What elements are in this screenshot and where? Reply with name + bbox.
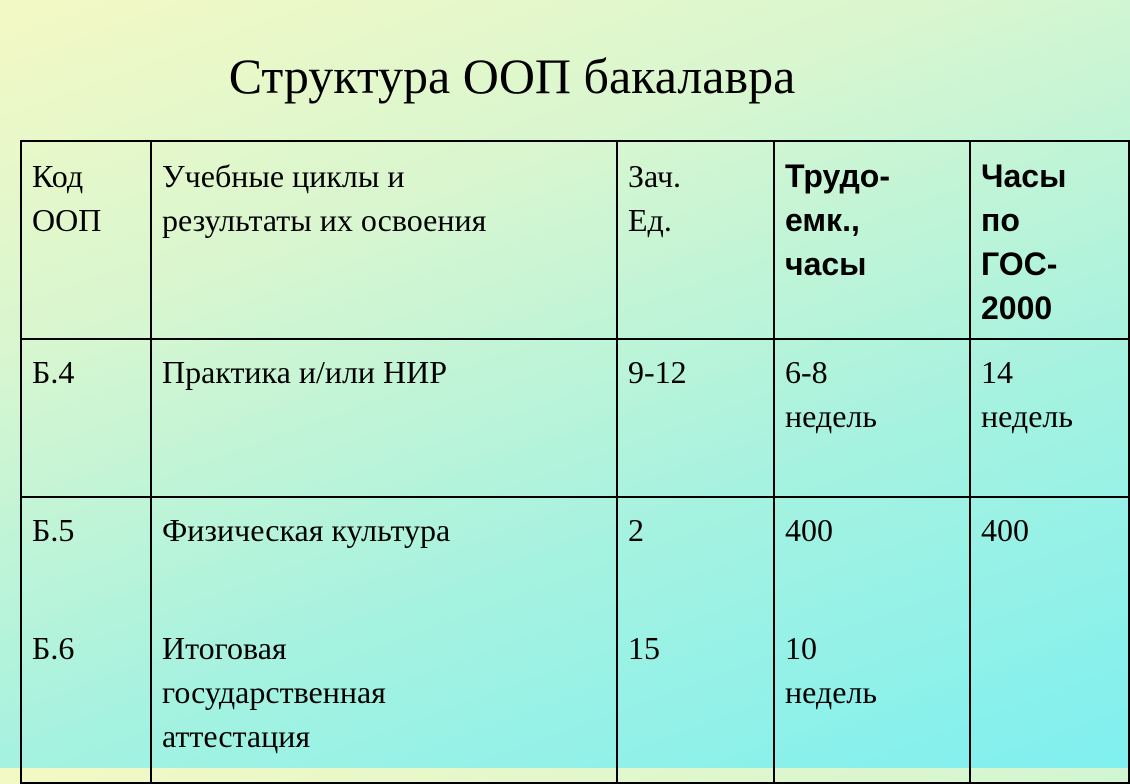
cycle-value: Физическая культура [162, 512, 451, 548]
cell-spacer [628, 552, 763, 626]
code-value: Б.5 [32, 512, 75, 548]
cycle-value: Итоговая [162, 630, 287, 666]
header-gos-line: 2000 [981, 290, 1053, 326]
labor-unit: недель [785, 674, 877, 710]
labor-value: 6-8 [785, 354, 828, 390]
page-title: Структура ООП бакалавра [228, 48, 796, 104]
code-value: Б.4 [32, 354, 75, 390]
header-credits-line: Зач. [628, 158, 682, 194]
cycle-value: государственная [162, 674, 386, 710]
cell-labor [774, 497, 970, 783]
header-labor-line: Трудо- [785, 158, 890, 194]
cell-gos-hours [970, 339, 1129, 497]
header-gos-line: по [981, 202, 1020, 238]
cell-cycle [151, 339, 617, 497]
header-cycles [151, 141, 617, 339]
cycle-value: Практика и/или НИР [162, 354, 448, 390]
cell-gos-hours [970, 497, 1129, 783]
header-labor-line: часы [785, 246, 867, 282]
table-header-row [21, 141, 1129, 339]
table-row [21, 497, 1129, 783]
labor-value: 400 [785, 512, 833, 548]
cell-code [21, 339, 151, 497]
header-code [21, 141, 151, 339]
header-labor-line: емк., [785, 202, 860, 238]
cell-code [21, 497, 151, 783]
header-gos-line: ГОС- [981, 246, 1058, 282]
header-cycles-line: Учебные циклы и [162, 158, 405, 194]
gos-value: 400 [981, 512, 1029, 548]
header-credits [617, 141, 774, 339]
header-labor [774, 141, 970, 339]
code-value: Б.6 [32, 630, 75, 666]
header-gos-line: Часы [981, 158, 1067, 194]
header-code-line: ООП [32, 202, 102, 238]
cell-credits [617, 339, 774, 497]
cell-credits [617, 497, 774, 783]
labor-unit: недель [785, 398, 877, 434]
cell-cycle [151, 497, 617, 783]
credits-value: 2 [628, 512, 644, 548]
cell-spacer [162, 552, 606, 626]
gos-unit: недель [981, 398, 1073, 434]
gos-value: 14 [981, 354, 1013, 390]
header-credits-line: Ед. [628, 202, 672, 238]
table-row [21, 339, 1129, 497]
header-gos-hours [970, 141, 1129, 339]
curriculum-table [20, 140, 1130, 784]
header-cycles-line: результаты их освоения [162, 202, 487, 238]
header-code-line: Код [32, 158, 84, 194]
cell-spacer [32, 552, 140, 626]
cycle-value: аттестация [162, 718, 311, 754]
cell-spacer [785, 552, 959, 626]
cell-labor [774, 339, 970, 497]
credits-value: 9-12 [628, 354, 687, 390]
labor-value: 10 [785, 630, 817, 666]
credits-value: 15 [628, 630, 660, 666]
